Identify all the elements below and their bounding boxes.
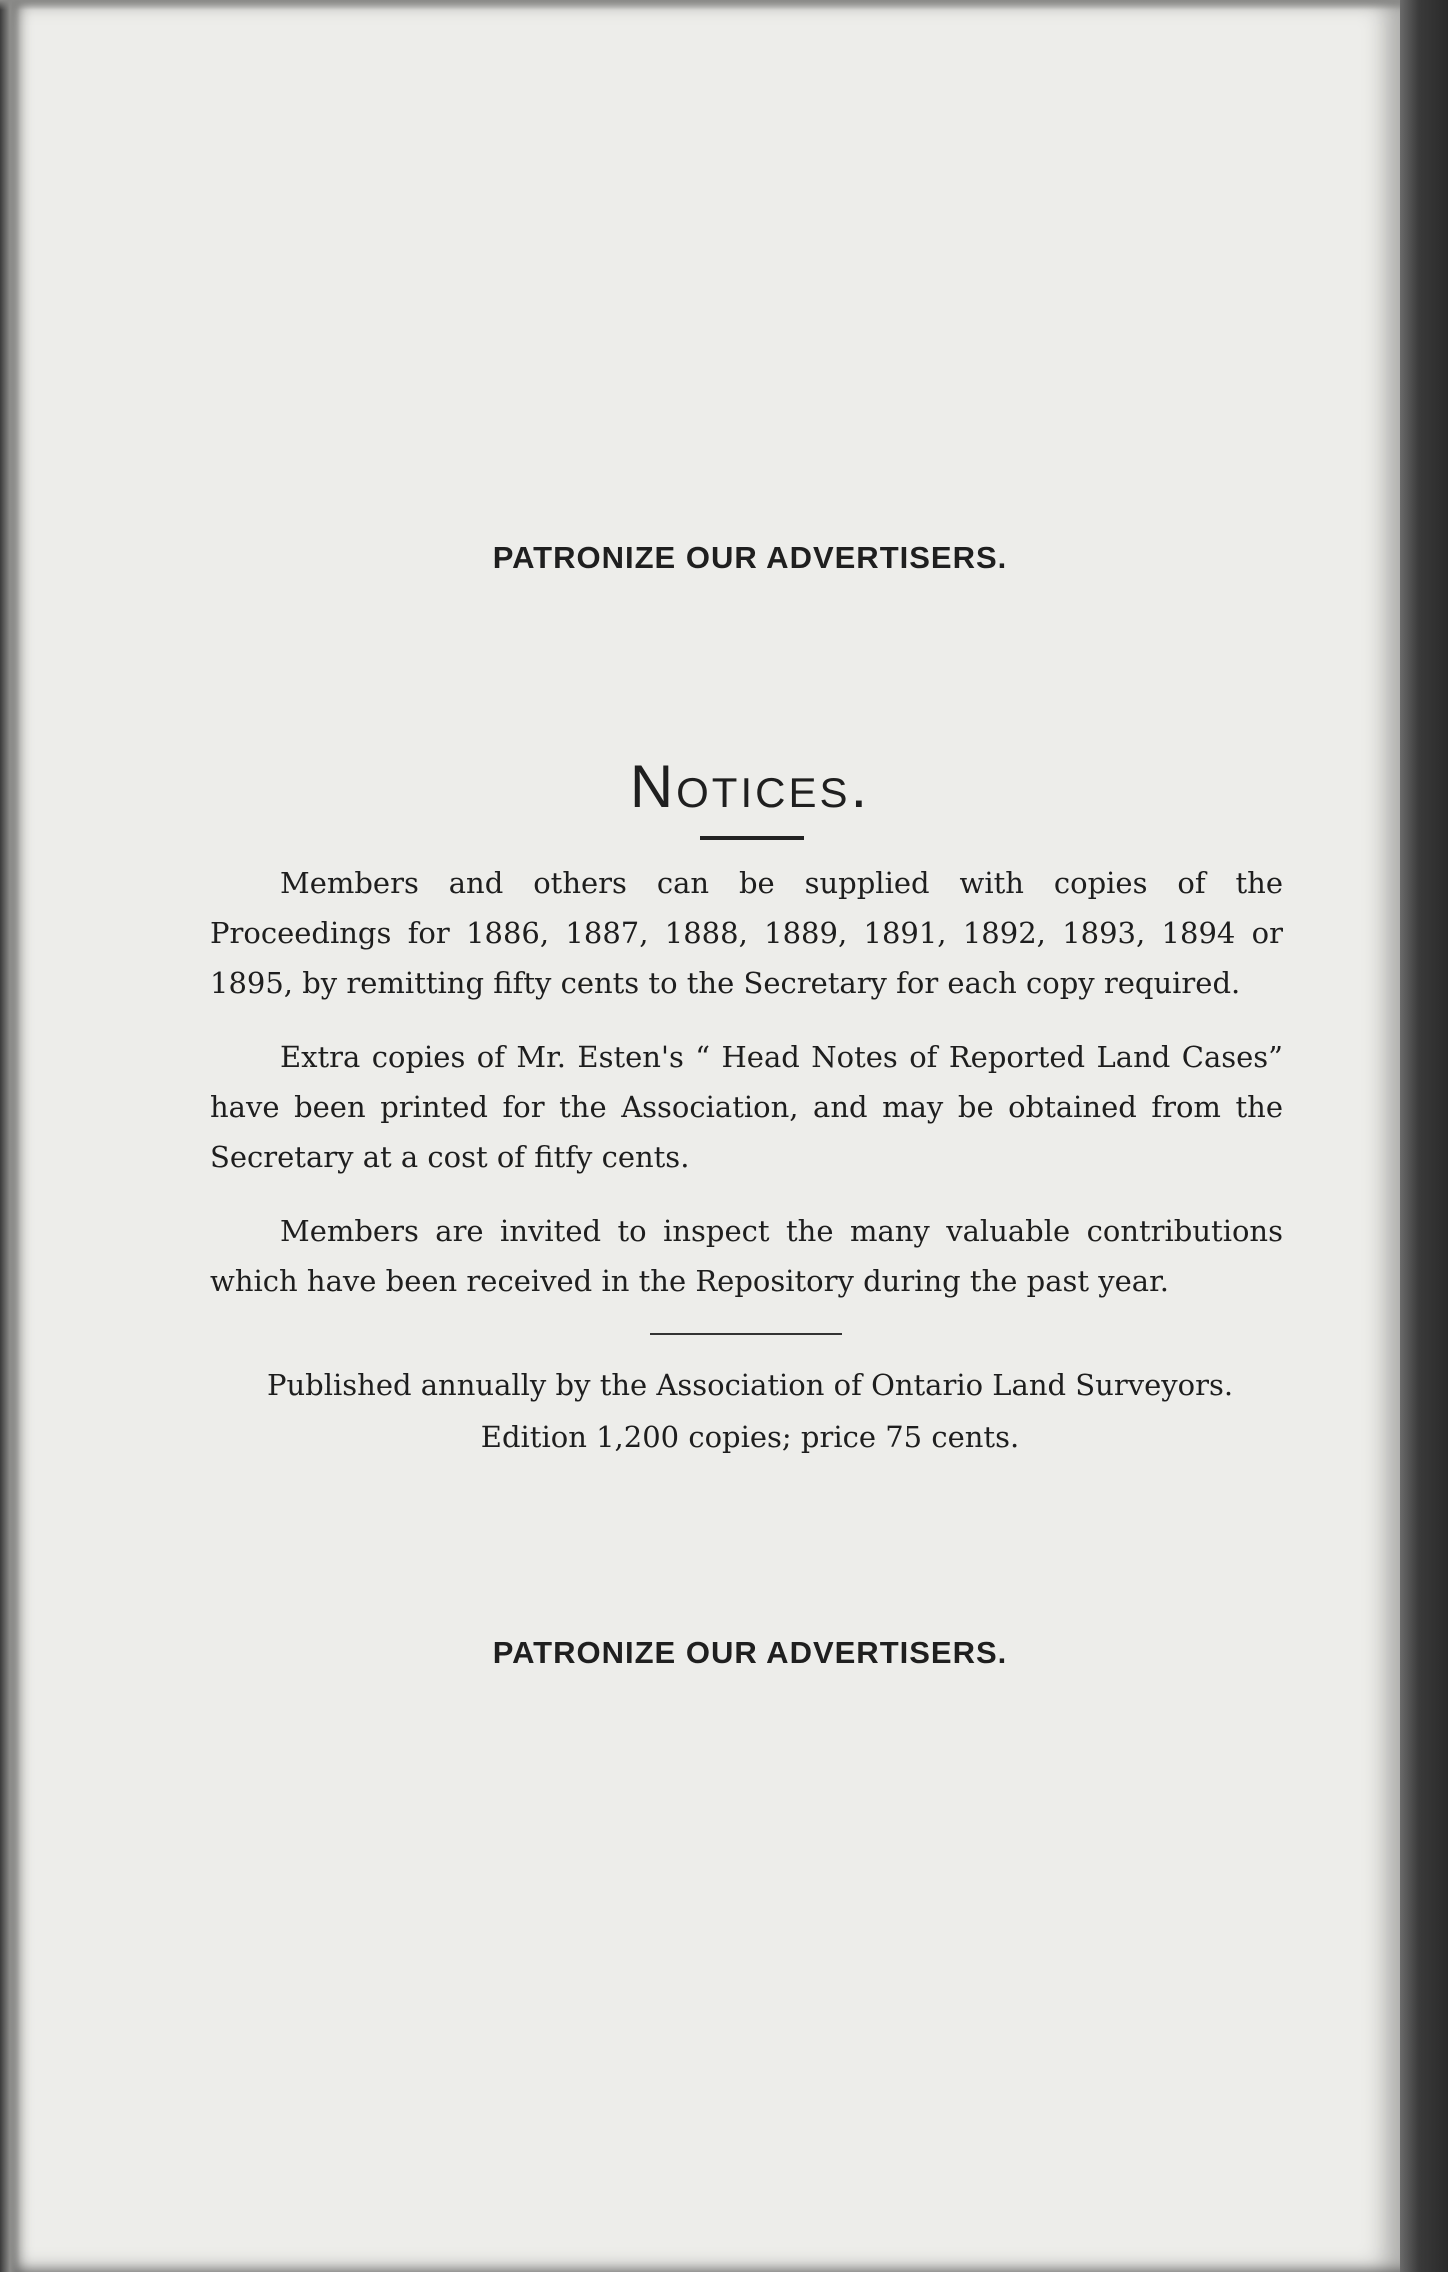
top-edge-shadow: [0, 0, 1400, 10]
banner-bottom: PATRONIZE OUR ADVERTISERS.: [492, 1635, 1008, 1670]
notice-paragraph-head-notes: Extra copies of Mr. Esten's “ Head Notes of Reported Land Cases” have been printed for the Association, and may be obtained from the Secretary at a cost of fitfy cents.: [210, 1040, 1283, 1174]
notice-paragraph-proceedings: Members and others can be supplied with copies of the Proceedings for 1886, 1887, 1888, 1889, 1891, 1892, 1893, 1894 or 1895, by remitting fifty cents to the Secretary for each copy required.: [210, 866, 1283, 1000]
section-divider: [650, 1333, 842, 1335]
page-edge-shadow: [1400, 0, 1448, 2272]
binding-shadow: [0, 0, 20, 2272]
page-title: Notices.: [629, 753, 871, 820]
publication-statement: Published annually by the Association of Ontario Land Surveyors.: [266, 1368, 1234, 1402]
notice-paragraph-repository: Members are invited to inspect the many valuable contributions which have been received in the Repository during the past year.: [210, 1214, 1283, 1298]
title-divider: [700, 836, 804, 840]
banner-top: PATRONIZE OUR ADVERTISERS.: [492, 540, 1008, 575]
edition-price-statement: Edition 1,200 copies; price 75 cents.: [480, 1420, 1020, 1454]
